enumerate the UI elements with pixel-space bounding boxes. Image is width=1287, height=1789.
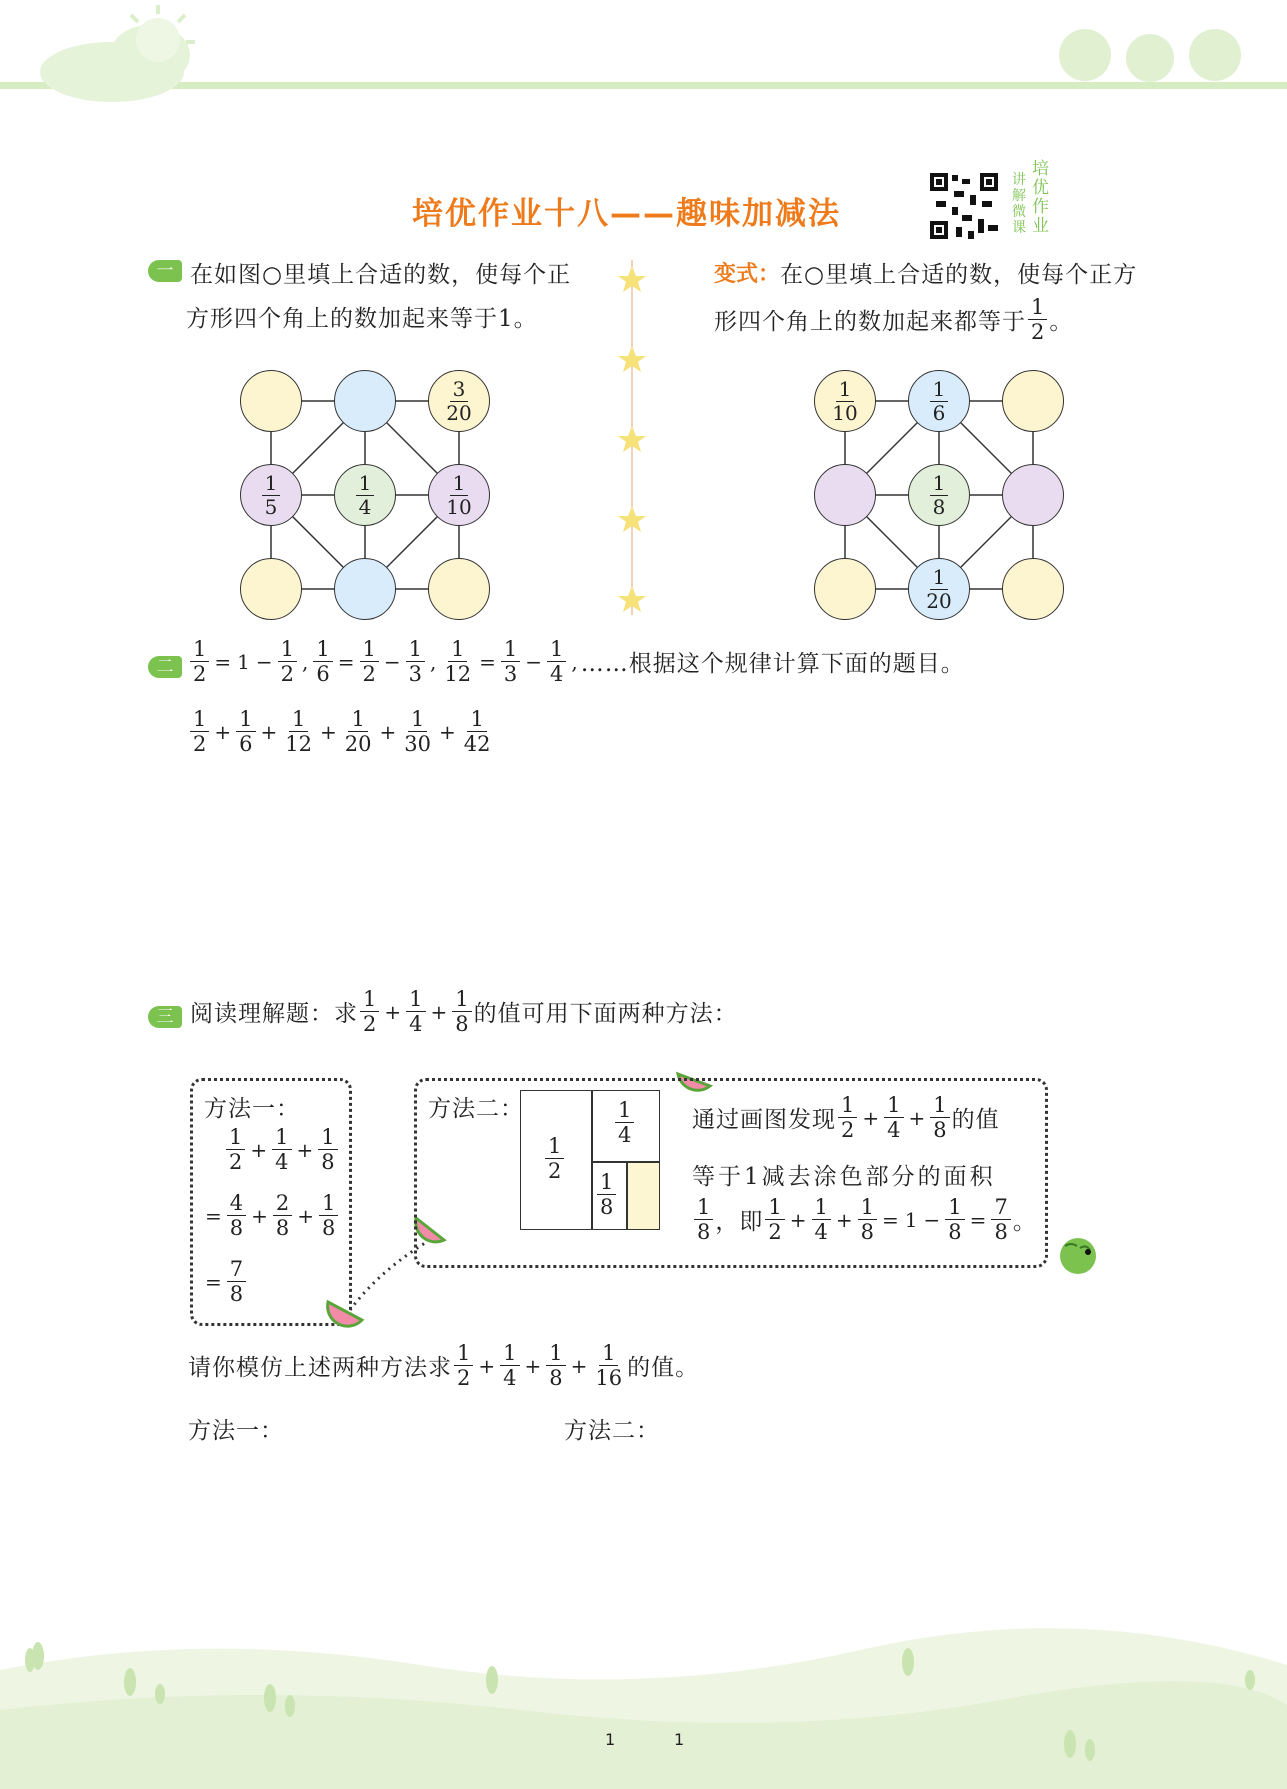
left-graph-node[interactable]: [240, 370, 302, 432]
q2-rule-frac: $\frac{1}{2}$: [190, 638, 209, 685]
right-graph-node-fraction: $\frac{1}{10}$: [832, 376, 858, 425]
q2-rule-frac: $\frac{1}{2}$: [278, 638, 297, 685]
q2-suffix: ……根据这个规律计算下面的题目。: [580, 651, 965, 678]
q2-rule-frac: $\frac{1}{6}$: [313, 638, 332, 685]
left-graph-node: [428, 464, 490, 526]
footer-decoration: [0, 1610, 1287, 1789]
left-graph-node: [334, 464, 396, 526]
q1-badge: 一: [148, 260, 182, 282]
right-graph-node: [908, 558, 970, 620]
method2-line2: 等于1减去涂色部分的面积: [692, 1164, 996, 1190]
left-graph-node-fraction: $\frac{1}{5}$: [262, 473, 281, 518]
page-number-left: 1: [605, 1730, 616, 1749]
q3-prompt: 请你模仿上述两种方法求 $\frac{1}{2}$ + $\frac{1}{4}$ + $\frac{1}{8}$ + $\frac{1}{16}$ 的值。: [188, 1341, 700, 1391]
left-graph-node[interactable]: [334, 370, 396, 432]
variant-line2: [714, 296, 1073, 343]
column-divider: [612, 260, 652, 620]
q3-badge: 三: [148, 1006, 182, 1028]
variant-period: 。: [1049, 309, 1074, 336]
right-graph-node[interactable]: [814, 558, 876, 620]
right-graph-node-fraction: $\frac{1}{20}$: [926, 564, 952, 613]
right-graph-node: [814, 370, 876, 432]
right-graph-node: [908, 464, 970, 526]
q2-expr-frac: $\frac{1}{20}$: [344, 707, 372, 757]
shaded-area: [628, 1163, 660, 1230]
q2-expr-frac: $\frac{1}{12}$: [285, 707, 313, 757]
method1-step2: = $\frac{4}{8}$ + $\frac{2}{8}$ + $\frac{1}{8}$: [202, 1192, 340, 1239]
q2-expr-frac: $\frac{1}{42}$: [463, 707, 491, 757]
variant-line1: [714, 256, 1137, 289]
method1-step3: = $\frac{7}{8}$: [202, 1258, 248, 1305]
method1-step1: $\frac{1}{2}$ + $\frac{1}{4}$ + $\frac{1}{8}$: [224, 1126, 340, 1173]
method1-label: 方法一：: [204, 1096, 300, 1122]
qr-code[interactable]: [922, 165, 1006, 247]
page-title: 培优作业十八——趣味加减法: [412, 196, 841, 232]
q2-expr-frac: $\frac{1}{6}$: [236, 708, 255, 755]
method2-line3: $\frac{1}{8}$ ，即 $\frac{1}{2}$ + $\frac{1}{4}$ + $\frac{1}{8}$ = 1 − $\frac{1}{8}$ = $\frac{7}{8}$ 。: [692, 1196, 1037, 1243]
q2-rule-frac: $\frac{1}{12}$: [444, 637, 472, 687]
answer-method2-label: 方法二：: [564, 1418, 660, 1444]
method2-label: 方法二：: [428, 1096, 524, 1122]
variant-fraction: $\frac{1}{2}$: [1028, 296, 1047, 343]
area-diagram: $\frac{1}{2}$ $\frac{1}{4}$ $\frac{1}{8}$: [520, 1090, 660, 1230]
q2-expression: $\frac{1}{2}$ + $\frac{1}{6}$ + $\frac{1}{12}$ + $\frac{1}{20}$ + $\frac{1}{30}$ + $\frac{1}{42}$: [188, 708, 496, 755]
left-graph-node[interactable]: [240, 558, 302, 620]
q2-rule: $\frac{1}{2}$ = 1 − $\frac{1}{2}$ , $\frac{1}{6}$ = $\frac{1}{2}$ − $\frac{1}{3}$ , $\frac{1}{12}$ = $\frac{1}{3}$ − $\frac{1}{4}$ , ……根据这个规律计算下面的题目。: [188, 638, 965, 685]
q2-rule-frac: $\frac{1}{4}$: [547, 638, 566, 685]
variant-text2: 形四个角上的数加起来都等于: [714, 309, 1026, 336]
q1-text-line2: 方形四个角上的数加起来等于1。: [186, 306, 538, 332]
left-graph-node-fraction: $\frac{3}{20}$: [446, 376, 472, 425]
page-number-right: 1: [674, 1730, 685, 1749]
melon-character-icon: [1060, 1238, 1096, 1274]
q1-text-line1: 在如图○里填上合适的数，使每个正: [190, 262, 572, 288]
right-graph-node[interactable]: [1002, 558, 1064, 620]
q2-badge: 二: [148, 656, 182, 678]
left-graph-node[interactable]: [334, 558, 396, 620]
variant-text1: 在○里填上合适的数，使每个正方: [780, 262, 1138, 288]
left-graph-node-fraction: $\frac{1}{10}$: [446, 470, 472, 519]
q2-expr-frac: $\frac{1}{30}$: [404, 707, 432, 757]
answer-method1-label: 方法一：: [188, 1418, 284, 1444]
method2-line1: 通过画图发现 $\frac{1}{2}$ + $\frac{1}{4}$ + $\frac{1}{8}$ 的值: [692, 1093, 1000, 1143]
left-graph-node[interactable]: [428, 558, 490, 620]
q2-expr-frac: $\frac{1}{2}$: [190, 708, 209, 755]
right-graph-node[interactable]: [1002, 464, 1064, 526]
right-graph-node[interactable]: [814, 464, 876, 526]
left-graph-node-fraction: $\frac{1}{4}$: [356, 473, 375, 518]
q2-rule-frac: $\frac{1}{2}$: [360, 638, 379, 685]
q2-rule-frac: $\frac{1}{3}$: [406, 638, 425, 685]
q2-rule-frac: $\frac{1}{3}$: [501, 638, 520, 685]
right-graph-node-fraction: $\frac{1}{6}$: [930, 379, 949, 424]
left-graph-node: [428, 370, 490, 432]
qr-label-2: 培 优 作 业: [1032, 159, 1049, 236]
right-graph-node[interactable]: [1002, 370, 1064, 432]
variant-label: 变式：: [714, 262, 781, 287]
right-graph-node: [908, 370, 970, 432]
q3-intro: 阅读理解题：求 $\frac{1}{2}$ + $\frac{1}{4}$ + $\frac{1}{8}$ 的值可用下面两种方法：: [190, 987, 738, 1037]
right-graph-node-fraction: $\frac{1}{8}$: [930, 473, 949, 518]
header-decoration: [0, 0, 1287, 110]
left-graph-node: [240, 464, 302, 526]
qr-label: 讲 解 微 课: [1012, 172, 1026, 236]
